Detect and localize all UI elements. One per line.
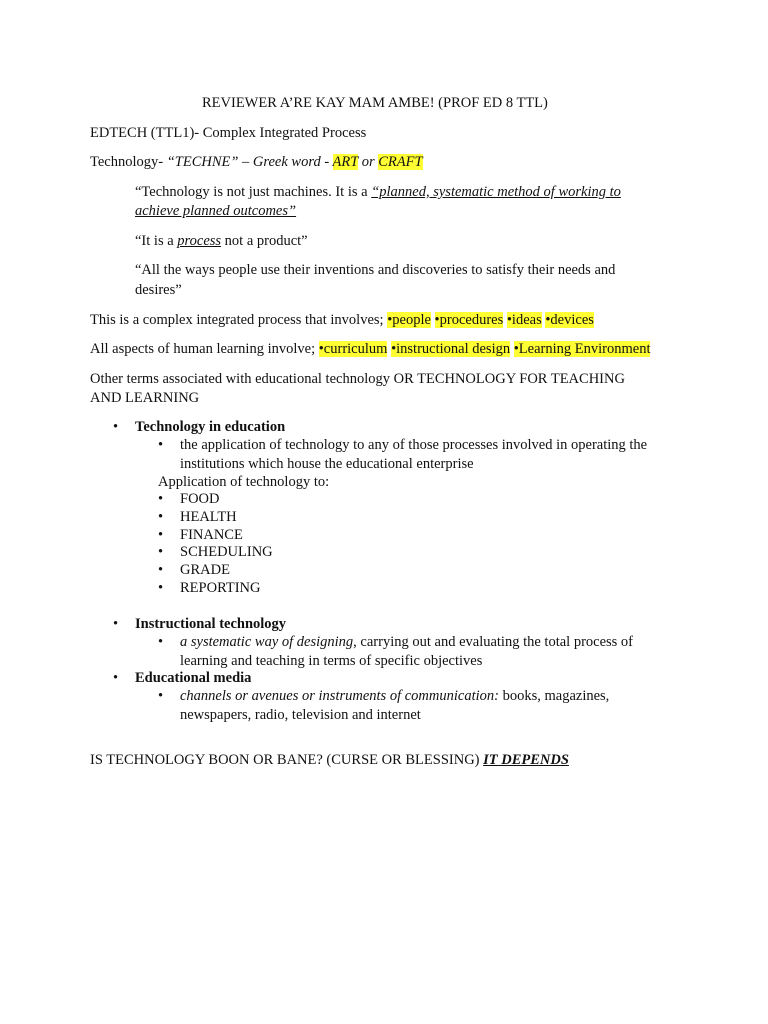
quote1-line2 — [135, 202, 296, 220]
application-item: SCHEDULING — [180, 544, 273, 560]
bullet-icon: • — [158, 509, 164, 525]
quote2-suffix: not a product” — [221, 233, 308, 249]
bullet-icon: • — [113, 670, 119, 686]
art-highlight: ART — [332, 154, 359, 170]
bullet-icon: • — [113, 616, 119, 632]
document-title: REVIEWER A’RE KAY MAM AMBE! (PROF ED 8 TTL) — [202, 95, 548, 111]
instructional-technology-desc-line1 — [180, 633, 633, 651]
bullet-icon: • — [158, 437, 164, 453]
technology-line — [90, 153, 423, 171]
boon-or-bane-line — [90, 751, 569, 769]
tech-in-education-desc-line2: institutions which house the educational enterprise — [180, 456, 474, 472]
tech-in-education-heading: Technology in education — [135, 419, 286, 435]
instructional-technology-desc-line2: learning and teaching in terms of specific objectives — [180, 653, 483, 669]
bullet-icon: • — [158, 580, 164, 596]
educational-media-desc-line2: newspapers, radio, television and internet — [180, 707, 421, 723]
application-item: HEALTH — [180, 509, 237, 525]
quote2-line — [135, 232, 308, 250]
instructional-technology-desc-emphasis: a systematic way of designing — [180, 634, 354, 650]
techne-text: “TECHNE” – Greek word - — [166, 154, 333, 170]
bullet-icon: • — [158, 491, 164, 507]
it-depends-emphasis: IT DEPENDS — [483, 752, 569, 768]
application-item: REPORTING — [180, 580, 261, 596]
aspects-line — [90, 340, 650, 358]
aspects-text: All aspects of human learning involve; — [90, 341, 319, 357]
quote1-prefix: “Technology is not just machines. It is a — [135, 184, 372, 200]
educational-media-heading: Educational media — [135, 670, 252, 686]
technology-label: Technology- — [90, 154, 167, 170]
educational-media-desc-line1 — [180, 687, 609, 705]
quote3-line2: desires” — [135, 282, 182, 298]
bullet-icon: • — [158, 562, 164, 578]
application-item: FOOD — [180, 491, 220, 507]
educational-media-desc-rest: books, magazines, — [498, 688, 610, 704]
quote1-line1 — [135, 183, 621, 201]
involves-line — [90, 311, 594, 329]
bullet-icon: • — [158, 634, 164, 650]
boon-or-bane-text: IS TECHNOLOGY BOON OR BANE? (CURSE OR BLESSING) — [90, 752, 484, 768]
involves-text: This is a complex integrated process that involves; — [90, 312, 388, 328]
involves-item-ideas: •ideas — [506, 312, 542, 328]
educational-media-desc-emphasis: channels or avenues or instruments of communication: — [180, 688, 499, 704]
instructional-technology-heading: Instructional technology — [135, 616, 287, 632]
application-item: GRADE — [180, 562, 230, 578]
involves-item-procedures: •procedures — [434, 312, 504, 328]
bullet-icon: • — [158, 688, 164, 704]
quote2-emphasis: process — [177, 233, 222, 249]
application-item: FINANCE — [180, 527, 243, 543]
bullet-icon: • — [113, 419, 119, 435]
quote2-prefix: “It is a — [135, 233, 178, 249]
other-terms-line1: Other terms associated with educational technology OR TECHNOLOGY FOR TEACHING — [90, 371, 625, 387]
other-terms-line2: AND LEARNING — [90, 390, 200, 406]
application-label: Application of technology to: — [158, 474, 330, 490]
involves-item-people: •people — [387, 312, 431, 328]
aspects-item-learning-environment: •Learning Environment — [513, 341, 651, 357]
edtech-line: EDTECH (TTL1)- Complex Integrated Process — [90, 125, 367, 141]
aspects-item-instructional-design: •instructional design — [391, 341, 511, 357]
or-text: or — [358, 154, 379, 170]
bullet-icon: • — [158, 544, 164, 560]
quote1-emphasis-1: “planned, systematic method of working to — [371, 184, 621, 200]
involves-item-devices: •devices — [545, 312, 594, 328]
bullet-icon: • — [158, 527, 164, 543]
tech-in-education-desc-line1: the application of technology to any of those processes involved in operating the — [180, 437, 648, 453]
quote3-line1: “All the ways people use their inventions and discoveries to satisfy their needs and — [135, 262, 616, 278]
craft-highlight: CRAFT — [378, 154, 423, 170]
instructional-technology-desc-rest: , carrying out and evaluating the total process of — [353, 634, 634, 650]
quote1-emphasis-2: achieve planned outcomes” — [135, 203, 297, 219]
aspects-item-curriculum: •curriculum — [318, 341, 388, 357]
